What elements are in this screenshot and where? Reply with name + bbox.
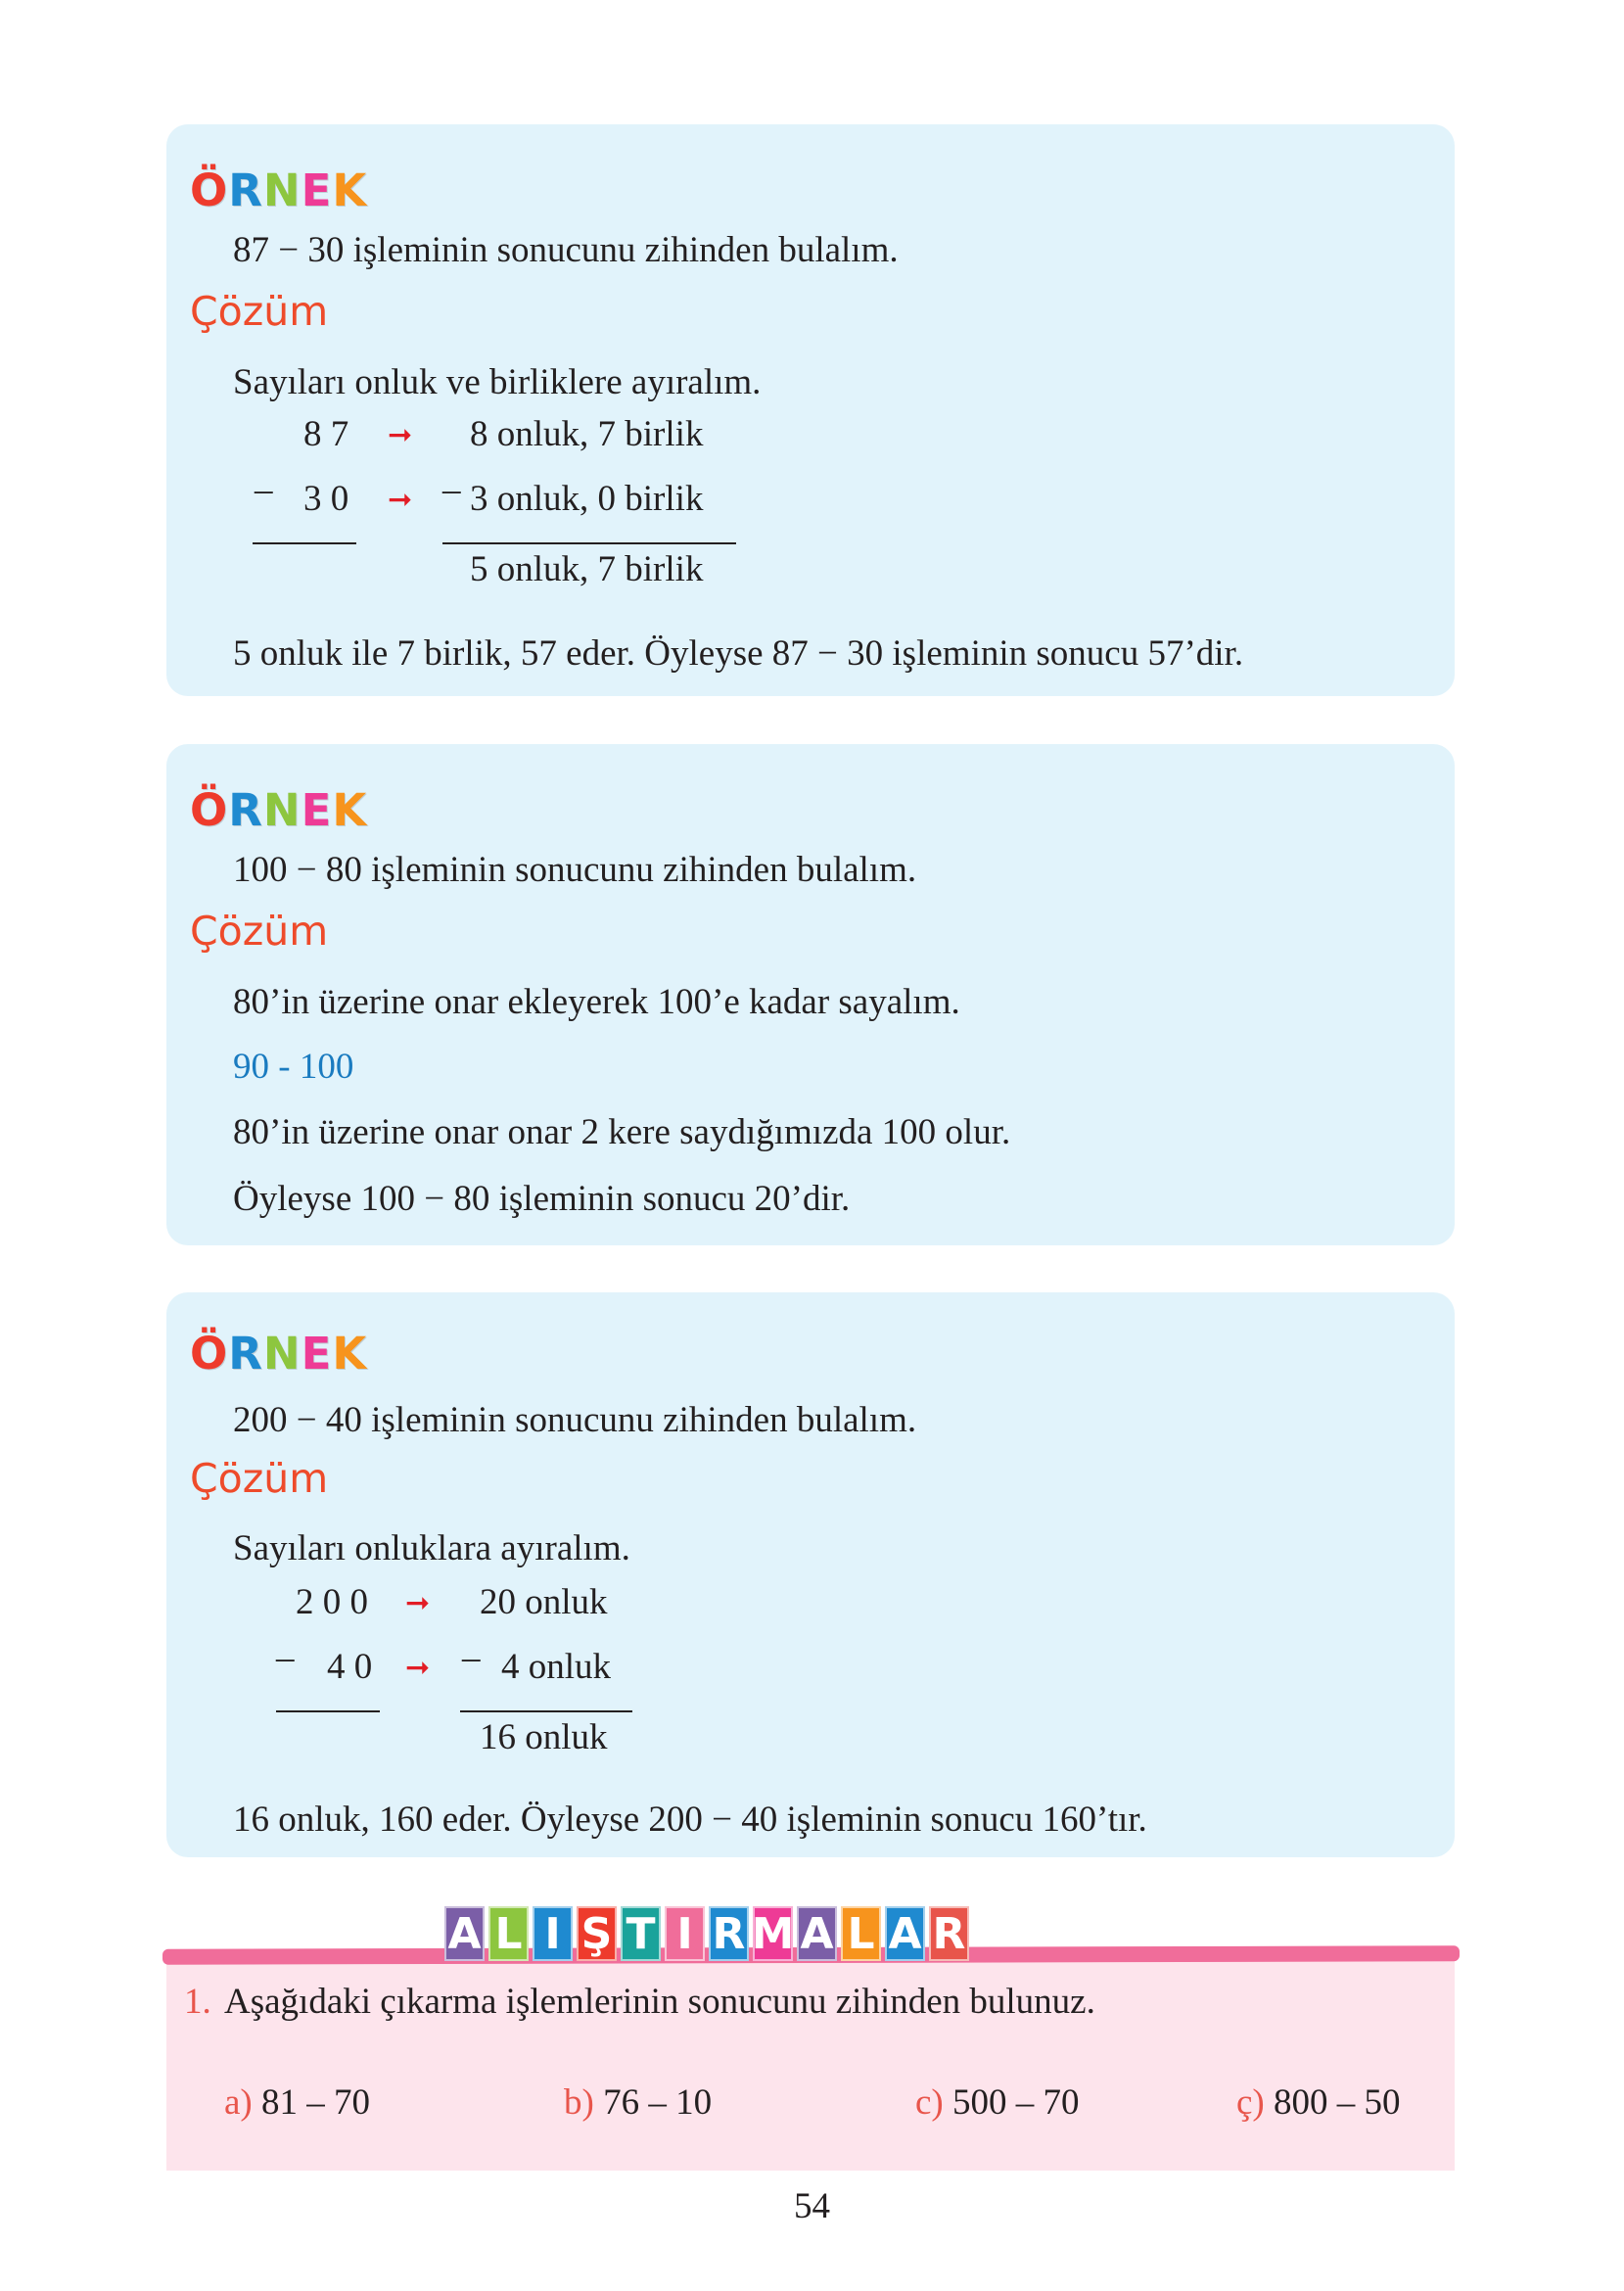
arrow-icon: ➞ xyxy=(388,483,413,517)
question-text: Aşağıdaki çıkarma işlemlerinin sonucunu zihinden bulunuz. xyxy=(224,1982,1095,2022)
example-problem: 100 − 80 işleminin sonucunu zihinden bulalım. xyxy=(233,850,917,890)
title-tile: R xyxy=(709,1906,749,1961)
example-problem: 87 − 30 işleminin sonucunu zihinden bulalım. xyxy=(233,230,899,270)
example-label-letter: N xyxy=(262,784,302,836)
example-label-letter: R xyxy=(228,164,263,216)
example-box-2 xyxy=(166,744,1455,1245)
sum-line xyxy=(276,1710,380,1712)
example-intro: Sayıları onluk ve birliklere ayıralım. xyxy=(233,362,762,402)
example-label-letter: E xyxy=(301,1328,333,1379)
item-label: c) xyxy=(915,2082,944,2123)
row1-breakdown: 8 onluk, 7 birlik xyxy=(470,414,704,454)
row2-number: 4 0 xyxy=(327,1647,373,1687)
sum-line xyxy=(442,542,736,544)
item-expression: 81 – 70 xyxy=(261,2082,370,2123)
arrow-icon: ➞ xyxy=(388,418,413,452)
sum-line xyxy=(253,542,356,544)
example-label xyxy=(190,1328,368,1379)
example-label xyxy=(190,784,368,836)
row2-breakdown: 4 onluk xyxy=(501,1647,612,1687)
minus-sign: _ xyxy=(442,457,461,497)
title-tile: A xyxy=(797,1906,837,1961)
minus-sign: _ xyxy=(255,457,273,497)
title-tile: A xyxy=(885,1906,925,1961)
minus-sign: _ xyxy=(462,1625,481,1665)
count-sequence: 90 - 100 xyxy=(233,1047,354,1087)
example-label-letter: K xyxy=(332,784,368,836)
exercise-item-b xyxy=(564,2084,712,2121)
example-label-letter: Ö xyxy=(190,784,229,836)
title-tile: Ş xyxy=(577,1906,617,1961)
example-label-letter: E xyxy=(301,164,333,216)
row1-number: 8 7 xyxy=(303,414,349,454)
exercise-item-c-cedilla xyxy=(1236,2084,1401,2121)
title-tile: I xyxy=(665,1906,705,1961)
example-label-letter: K xyxy=(332,1328,368,1379)
title-tile: T xyxy=(621,1906,661,1961)
row1-number: 2 0 0 xyxy=(296,1582,368,1622)
example-label-letter: Ö xyxy=(190,1328,229,1379)
item-expression: 76 – 10 xyxy=(603,2082,713,2123)
example-line: 80’in üzerine onar ekleyerek 100’e kadar sayalım. xyxy=(233,982,960,1022)
solution-label: Çözüm xyxy=(190,1455,329,1502)
example-conclusion: Öyleyse 100 − 80 işleminin sonucu 20’dir. xyxy=(233,1179,851,1219)
row1-breakdown: 20 onluk xyxy=(480,1582,608,1622)
example-problem: 200 − 40 işleminin sonucunu zihinden bulalım. xyxy=(233,1400,917,1440)
example-label xyxy=(190,164,368,216)
title-tile: M xyxy=(753,1906,793,1961)
example-conclusion: 16 onluk, 160 eder. Öyleyse 200 − 40 işleminin sonucu 160’tır. xyxy=(233,1800,1147,1840)
item-label: b) xyxy=(564,2082,594,2123)
item-label: a) xyxy=(224,2082,253,2123)
result-breakdown: 5 onluk, 7 birlik xyxy=(470,549,704,589)
title-tile: L xyxy=(841,1906,881,1961)
minus-sign: _ xyxy=(276,1625,295,1665)
example-label-letter: R xyxy=(228,1328,263,1379)
example-intro: Sayıları onluklara ayıralım. xyxy=(233,1528,630,1568)
result-breakdown: 16 onluk xyxy=(480,1717,608,1757)
title-tile: L xyxy=(488,1906,529,1961)
sum-line xyxy=(460,1710,632,1712)
example-box-3 xyxy=(166,1292,1455,1857)
page-number: 54 xyxy=(794,2186,830,2226)
example-line: 80’in üzerine onar onar 2 kere saydığımızda 100 olur. xyxy=(233,1112,1011,1152)
arrow-icon: ➞ xyxy=(405,1651,431,1685)
example-label-letter: N xyxy=(262,164,302,216)
example-label-letter: Ö xyxy=(190,164,229,216)
example-label-letter: K xyxy=(332,164,368,216)
exercises-title xyxy=(444,1906,969,1961)
solution-label: Çözüm xyxy=(190,908,329,955)
example-label-letter: N xyxy=(262,1328,302,1379)
row2-breakdown: 3 onluk, 0 birlik xyxy=(470,479,704,519)
example-label-letter: R xyxy=(228,784,263,836)
example-conclusion: 5 onluk ile 7 birlik, 57 eder. Öyleyse 87 − 30 işleminin sonucu 57’dir. xyxy=(233,633,1244,674)
item-expression: 800 – 50 xyxy=(1274,2082,1401,2123)
title-tile: I xyxy=(533,1906,573,1961)
arrow-icon: ➞ xyxy=(405,1586,431,1620)
exercise-item-a xyxy=(224,2084,370,2121)
example-box-1 xyxy=(166,124,1455,696)
title-tile: R xyxy=(929,1906,969,1961)
row2-number: 3 0 xyxy=(303,479,349,519)
item-label: ç) xyxy=(1236,2082,1265,2123)
title-tile: A xyxy=(444,1906,485,1961)
item-expression: 500 – 70 xyxy=(952,2082,1080,2123)
example-label-letter: E xyxy=(301,784,333,836)
solution-label: Çözüm xyxy=(190,288,329,335)
exercise-item-c xyxy=(915,2084,1080,2121)
question-number: 1. xyxy=(184,1982,211,2022)
